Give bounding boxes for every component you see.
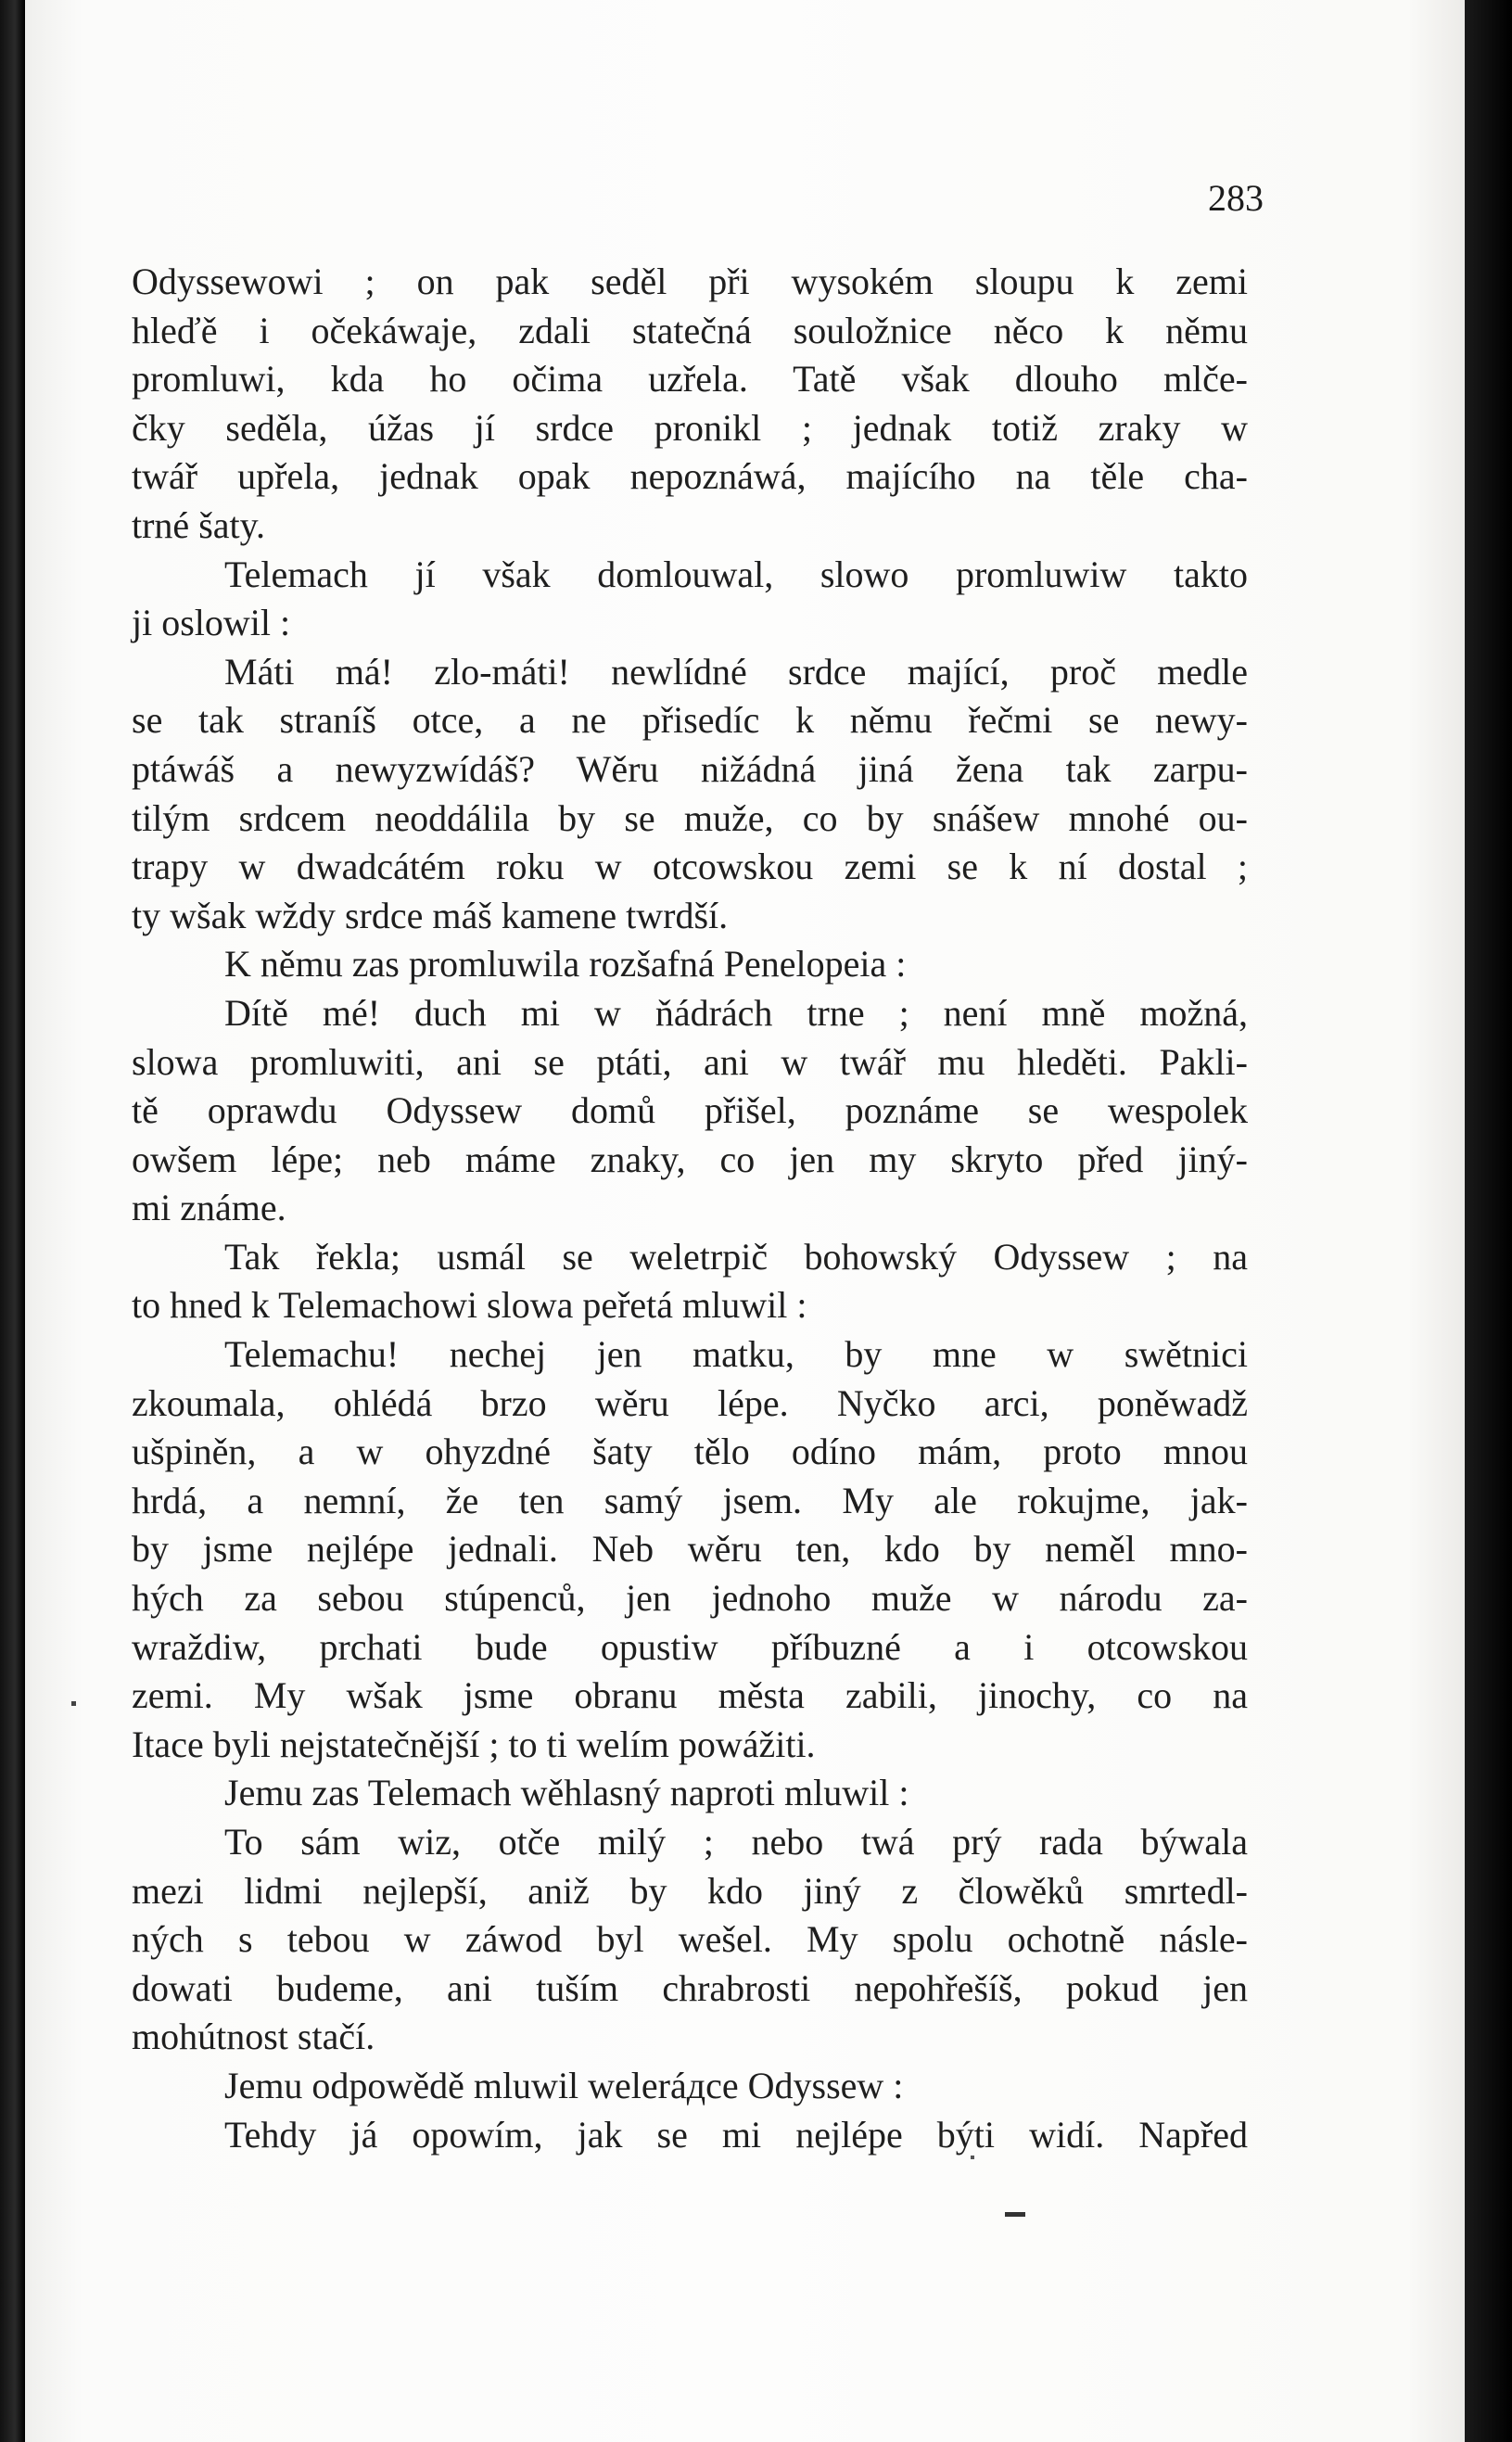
text-line: slowa promluwiti, ani se ptáti, ani w twář mu hleděti. Pakli- (132, 1040, 1248, 1083)
text-line: ty wšak wždy srdce máš kamene twrdší. (132, 894, 729, 936)
text-line: mi známe. (132, 1187, 286, 1229)
text-line: trné šaty. (132, 503, 266, 546)
text-line: owšem lépe; neb máme znaky, co jen my skryto před jiný- (132, 1138, 1248, 1180)
text-line: ptáwáš a newyzwídáš? Wěru nižádná jiná žena tak zarpu- (132, 747, 1248, 790)
text-line: Telemachu! nechej jen matku, by mne w swětnici (224, 1333, 1248, 1376)
text-line: Tak řekla; usmál se weletrpič bohowský Odyssew ; na (224, 1235, 1248, 1278)
text-line: trapy w dwadcátém roku w otcowskou zemi se k ní dostal ; (132, 846, 1248, 888)
text-line: Jemu zas Telemach wěhlasný naproti mluwil : (224, 1772, 909, 1814)
text-line: mezi lidmi nejlepší, aniž by kdo jiný z člowěků smrtedl- (132, 1869, 1248, 1912)
text-line: ji oslowil : (132, 602, 291, 644)
text-line: zemi. My wšak jsme obranu města zabili, jinochy, co na (132, 1674, 1248, 1717)
text-line: čky seděla, úžas jí srdce pronikl ; jednak totiž zraky w (132, 406, 1248, 449)
scan-speck (971, 2156, 974, 2159)
text-line: Odyssewowi ; on pak seděl při wysokém sloupu k zemi (132, 261, 1248, 302)
text-line: twář upřela, jednak opak nepoznáwá, majícího na těle cha- (132, 455, 1248, 498)
text-line: tilým srdcem neoddálila by se muže, co by snášew mnohé ou- (132, 796, 1248, 839)
text-line: To sám wiz, otče milý ; nebo twá prý rada býwala (224, 1821, 1248, 1863)
text-line: ných s tebou w záwod byl wešel. My spolu ochotně násle- (132, 1918, 1248, 1961)
book-page (25, 0, 1465, 2442)
text-line: dowati budeme, ani tuším chrabrosti nepohřešíš, pokud jen (132, 1966, 1248, 2009)
text-line: se tak straníš otce, a ne přisedíc k němu řečmi se newy- (132, 699, 1248, 742)
text-line: to hned k Telemachowi slowa peřetá mluwil : (132, 1284, 807, 1327)
text-line: Tehdy já opowím, jak se mi nejlépe býti widí. Napřed (224, 2113, 1248, 2156)
text-line: Dítě mé! duch mi w ňádrách trne ; není mně možná, (224, 991, 1248, 1034)
body-text (132, 258, 1248, 2159)
text-line: tě oprawdu Odyssew domů přišel, poznáme se wespolek (132, 1089, 1248, 1132)
text-line: mohútnost stačí. (132, 2016, 375, 2058)
printer-mark (1005, 2212, 1025, 2217)
text-line: by jsme nejlépe jednali. Neb wěru ten, kdo by neměl mno- (132, 1528, 1248, 1571)
scan-border-left (0, 0, 25, 2442)
text-line: zkoumala, ohlédá brzo wěru lépe. Nyčko arci, poněwadž (132, 1381, 1248, 1424)
text-line: Itace byli nejstatečnější ; to ti welím powážiti. (132, 1723, 816, 1765)
text-line: wraždiw, prchati bude opustiw příbuzné a i otcowskou (132, 1625, 1248, 1668)
text-line: Telemach jí však domlouwal, slowo promluwiw takto (224, 553, 1248, 595)
scan-border-right (1465, 0, 1512, 2442)
text-line: ušpiněn, a w ohyzdné šaty tělo odíno mám, proto mnou (132, 1431, 1248, 1473)
text-line: K němu zas promluwila rozšafná Penelopeia : (224, 943, 907, 986)
text-line: Máti má! zlo-máti! newlídné srdce mající, proč medle (224, 650, 1248, 693)
scan-speck (71, 1701, 76, 1706)
text-line: Jemu odpowědě mluwil weleráдce Odyssew : (224, 2064, 904, 2106)
text-line: hých za sebou stúpenců, jen jednoho muže w národu za- (132, 1577, 1248, 1620)
text-line: hleďě i očekáwaje, zdali statečná souložnice něco k němu (132, 309, 1248, 351)
page-number: 283 (1208, 177, 1264, 219)
text-line: promluwi, kda ho očima uzřela. Tatě však dlouho mlče- (132, 358, 1248, 401)
text-line: hrdá, a nemní, že ten samý jsem. My ale rokujme, jak- (132, 1479, 1248, 1521)
